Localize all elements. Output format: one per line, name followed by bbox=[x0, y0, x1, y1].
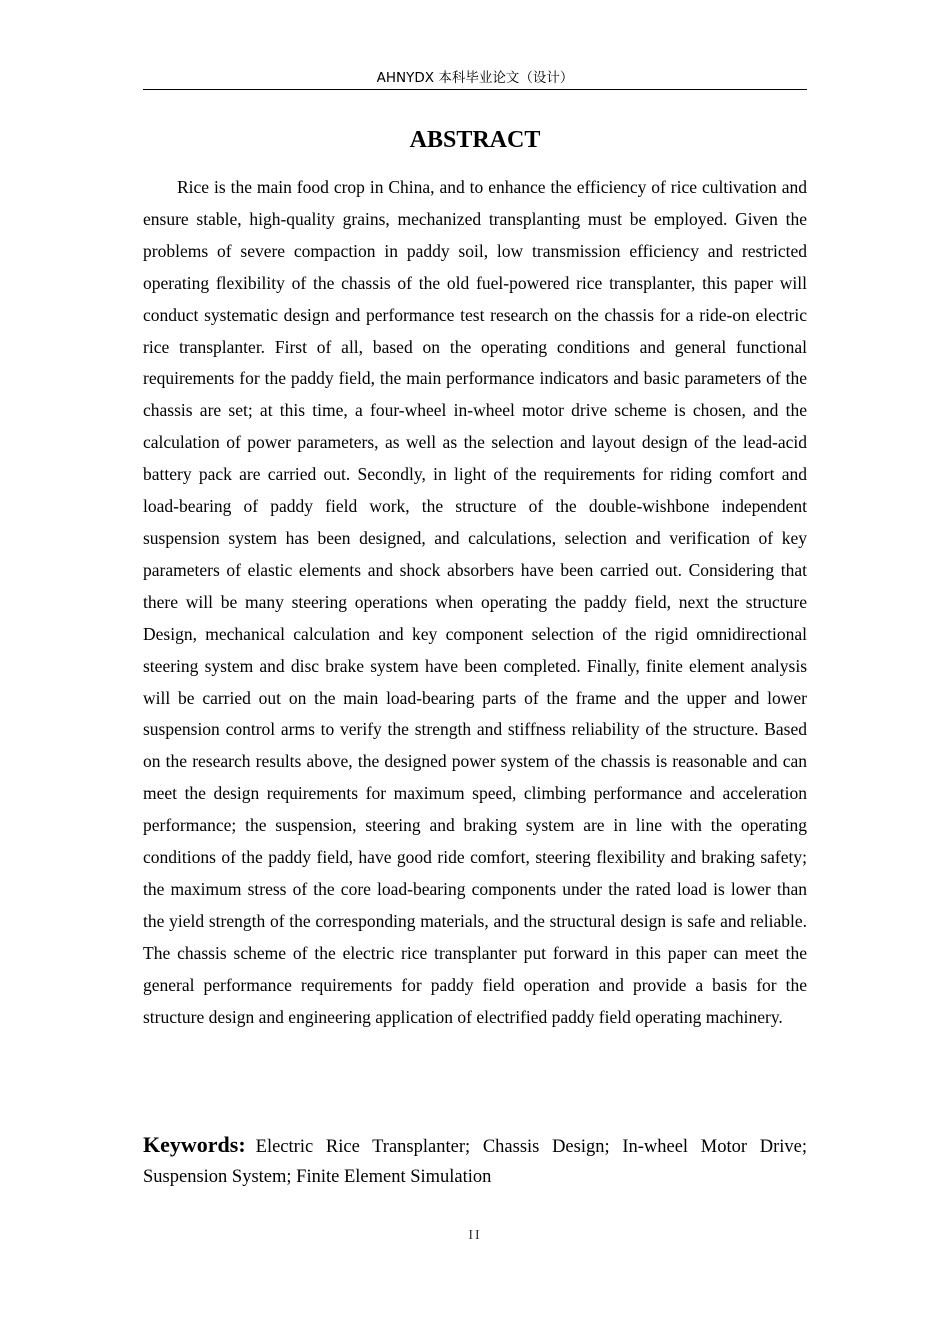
keywords-section bbox=[143, 1130, 807, 1192]
abstract-title: ABSTRACT bbox=[409, 127, 541, 153]
running-header: AHNYDX 本科毕业论文（设计） bbox=[143, 68, 807, 90]
keywords-label: Keywords: bbox=[143, 1132, 246, 1157]
abstract-body: Rice is the main food crop in China, and to enhance the efficiency of rice cultivation and ensure stable, high-quality grains, mechanized transplanting must be employed. Given the problems of severe compaction in paddy soil, low transmission efficiency and restricted operating flexibility of the chassis of the old fuel-powered rice transplanter, this paper will conduct systematic design and performance test research on the chassis for a ride-on electric rice transplanter. First of all, based on the operating conditions and general functional requirements for the paddy field, the main performance indicators and basic parameters of the chassis are set; at this time, a four-wheel in-wheel motor drive scheme is chosen, and the calculation of power parameters, as well as the selection and layout design of the lead-acid battery pack are carried out. Secondly, in light of the requirements for riding comfort and load-bearing of paddy field work, the structure of the double-wishbone independent suspension system has been designed, and calculations, selection and verification of key parameters of elastic elements and shock absorbers have been carried out. Considering that there will be many steering operations when operating the paddy field, next the structure Design, mechanical calculation and key component selection of the rigid omnidirectional steering system and disc brake system have been completed. Finally, finite element analysis will be carried out on the main load-bearing parts of the frame and the upper and lower suspension control arms to verify the strength and stiffness reliability of the structure. Based on the research results above, the designed power system of the chassis is reasonable and can meet the design requirements for maximum speed, climbing performance and acceleration performance; the suspension, steering and braking system are in line with the operating conditions of the paddy field, have good ride comfort, steering flexibility and braking safety; the maximum stress of the core load-bearing components under the rated load is lower than the yield strength of the corresponding materials, and the structural design is safe and reliable. The chassis scheme of the electric rice transplanter put forward in this paper can meet the general performance requirements for paddy field operation and provide a basis for the structure design and engineering application of electrified paddy field operating machinery. bbox=[143, 177, 807, 1027]
page-number: II bbox=[468, 1228, 482, 1243]
keywords-text: Electric Rice Transplanter; Chassis Design; In-wheel Motor Drive; Suspension System; Finite Element Simulation bbox=[143, 1137, 807, 1187]
